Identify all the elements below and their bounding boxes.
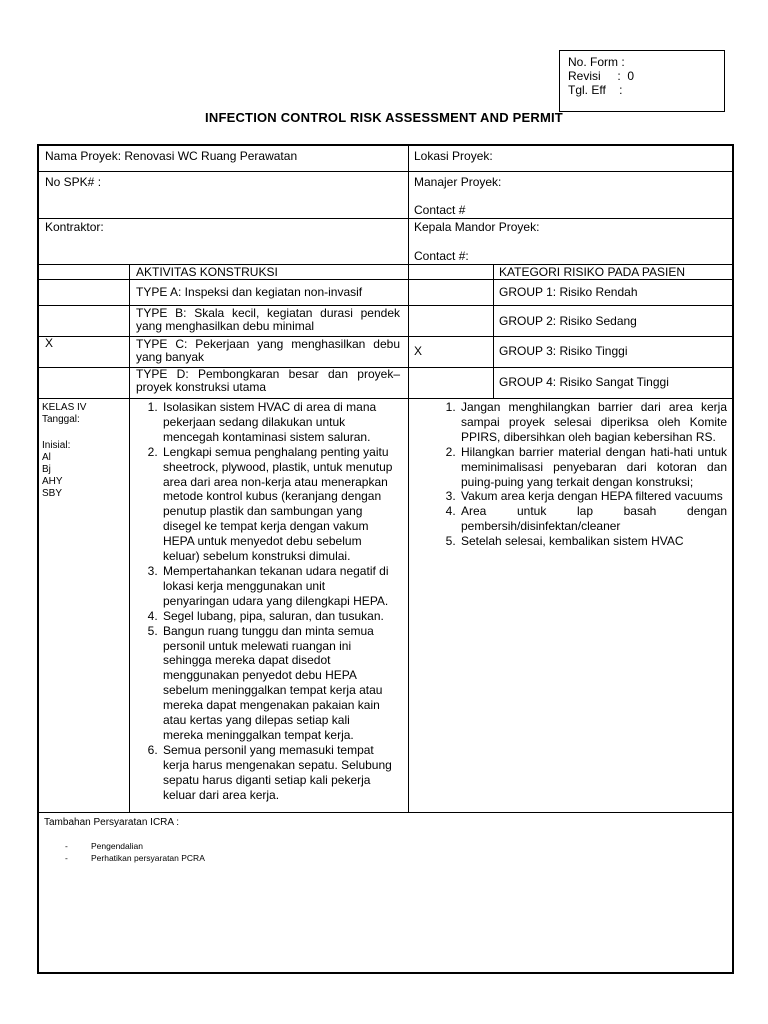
list-item: 1. Isolasikan sistem HVAC di area di mana pekerjaan sedang dilakukan untuk mencegah kontaminasi sistem saluran. — [161, 400, 393, 445]
contractor-label: Kontraktor: — [45, 220, 104, 234]
additional-requirements-header: Tambahan Persyaratan ICRA : — [44, 817, 180, 828]
permit-form-table — [37, 144, 734, 974]
activity-type-b: TYPE B: Skala kecil, kegiatan durasi pendek yang menghasilkan debu minimal — [136, 306, 400, 333]
initials-label: Inisial: — [42, 440, 71, 451]
risk-group-4: GROUP 4: Risiko Sangat Tinggi — [499, 375, 669, 389]
list-item: 3. Mempertahankan tekanan udara negatif di lokasi kerja menggunakan unit penyaringan udara yang dilengkapi HEPA. — [161, 564, 393, 609]
column-divider — [493, 264, 494, 398]
form-number-box — [559, 50, 725, 112]
foreman-contact-label: Contact #: — [414, 249, 469, 263]
risk-group-2: GROUP 2: Risiko Sedang — [499, 314, 637, 328]
activity-type-c-mark: X — [45, 336, 54, 350]
additional-requirement-item: Perhatikan persyaratan PCRA — [91, 853, 205, 863]
initial-name: AHY — [42, 476, 63, 487]
list-item: 4. Area untuk lap basah dengan pembersih/disinfektan/cleaner — [459, 504, 727, 534]
row-divider — [39, 218, 732, 219]
column-divider — [129, 264, 130, 812]
manager-contact-label: Contact # — [414, 203, 466, 217]
document-title: INFECTION CONTROL RISK ASSESSMENT AND PERMIT — [205, 110, 563, 125]
bullet-dash: - — [65, 841, 68, 851]
site-foreman-label: Kepala Mandor Proyek: — [414, 220, 540, 234]
row-divider — [39, 812, 732, 813]
bullet-dash: - — [65, 853, 68, 863]
additional-requirement-item: Pengendalian — [91, 841, 143, 851]
row-divider — [39, 171, 732, 172]
after-construction-list — [421, 400, 727, 549]
date-label: Tanggal: — [42, 414, 80, 425]
column-divider — [408, 264, 409, 812]
risk-category-header: KATEGORI RISIKO PADA PASIEN — [499, 265, 686, 279]
list-item: 4. Segel lubang, pipa, saluran, dan tusukan. — [161, 609, 393, 624]
form-revision-label: Revisi : 0 — [568, 69, 635, 83]
activity-type-c: TYPE C: Pekerjaan yang menghasilkan debu yang banyak — [136, 337, 400, 364]
project-location-label: Lokasi Proyek: — [414, 149, 493, 163]
before-construction-list — [133, 400, 393, 802]
list-item: 5. Bangun ruang tunggu dan minta semua personil untuk melewati ruangan ini sehingga mereka dapat disedot menggunakan penyedot debu HEPA sebelum meninggalkan tempat kerja atau mereka dapat mengenakan pakaian kain atau kertas yang dilepas setiap kali mereka meninggalkan tempat kerja. — [161, 624, 393, 743]
column-divider — [408, 146, 409, 264]
initial-name: Bj — [42, 464, 51, 475]
list-item: 3. Vakum area kerja dengan HEPA filtered vacuums — [459, 489, 727, 504]
initial-name: SBY — [42, 488, 63, 499]
list-item: 2. Hilangkan barrier material dengan hati-hati untuk meminimalisasi penyebaran dari kotoran dan puing-puing yang terkait dengan konstruksi; — [459, 445, 727, 490]
activity-type-a: TYPE A: Inspeksi dan kegiatan non-invasif — [136, 285, 363, 299]
class-label: KELAS IV — [42, 402, 87, 413]
activity-header: AKTIVITAS KONSTRUKSI — [136, 265, 278, 279]
risk-group-3-mark: X — [414, 344, 423, 358]
spk-number-label: No SPK# : — [45, 175, 102, 189]
list-item: 5. Setelah selesai, kembalikan sistem HVAC — [459, 534, 727, 549]
list-item: 6. Semua personil yang memasuki tempat kerja harus mengenakan sepatu. Selubung sepatu harus diganti setiap kali pekerja keluar dari area kerja. — [161, 743, 393, 803]
risk-group-1: GROUP 1: Risiko Rendah — [499, 285, 638, 299]
initial-name: Al — [42, 452, 51, 463]
list-item: 1. Jangan menghilangkan barrier dari area kerja sampai proyek selesai diperiksa oleh Komite PPIRS, dibersihkan oleh bagian kebersihan RS. — [459, 400, 727, 445]
form-effective-date-label: Tgl. Eff : — [568, 83, 623, 97]
row-divider — [39, 398, 732, 399]
list-item: 2. Lengkapi semua penghalang penting yaitu sheetrock, plywood, plastik, untuk menutup area dari area non-kerja atau menerapkan metode kontrol kubus (keranjang dengan penutup plastik dan sambungan yang disegel ke tempat kerja dengan vakum HEPA untuk menyedot debu sebelum keluar) sebelum konstruksi dimulai. — [161, 445, 393, 564]
form-no-label: No. Form : — [568, 55, 625, 69]
activity-type-d: TYPE D: Pembongkaran besar dan proyek–proyek konstruksi utama — [136, 367, 400, 394]
project-manager-label: Manajer Proyek: — [414, 175, 502, 189]
risk-group-3: GROUP 3: Risiko Tinggi — [499, 344, 628, 358]
row-divider — [39, 279, 732, 280]
project-name: Nama Proyek: Renovasi WC Ruang Perawatan — [45, 149, 298, 163]
